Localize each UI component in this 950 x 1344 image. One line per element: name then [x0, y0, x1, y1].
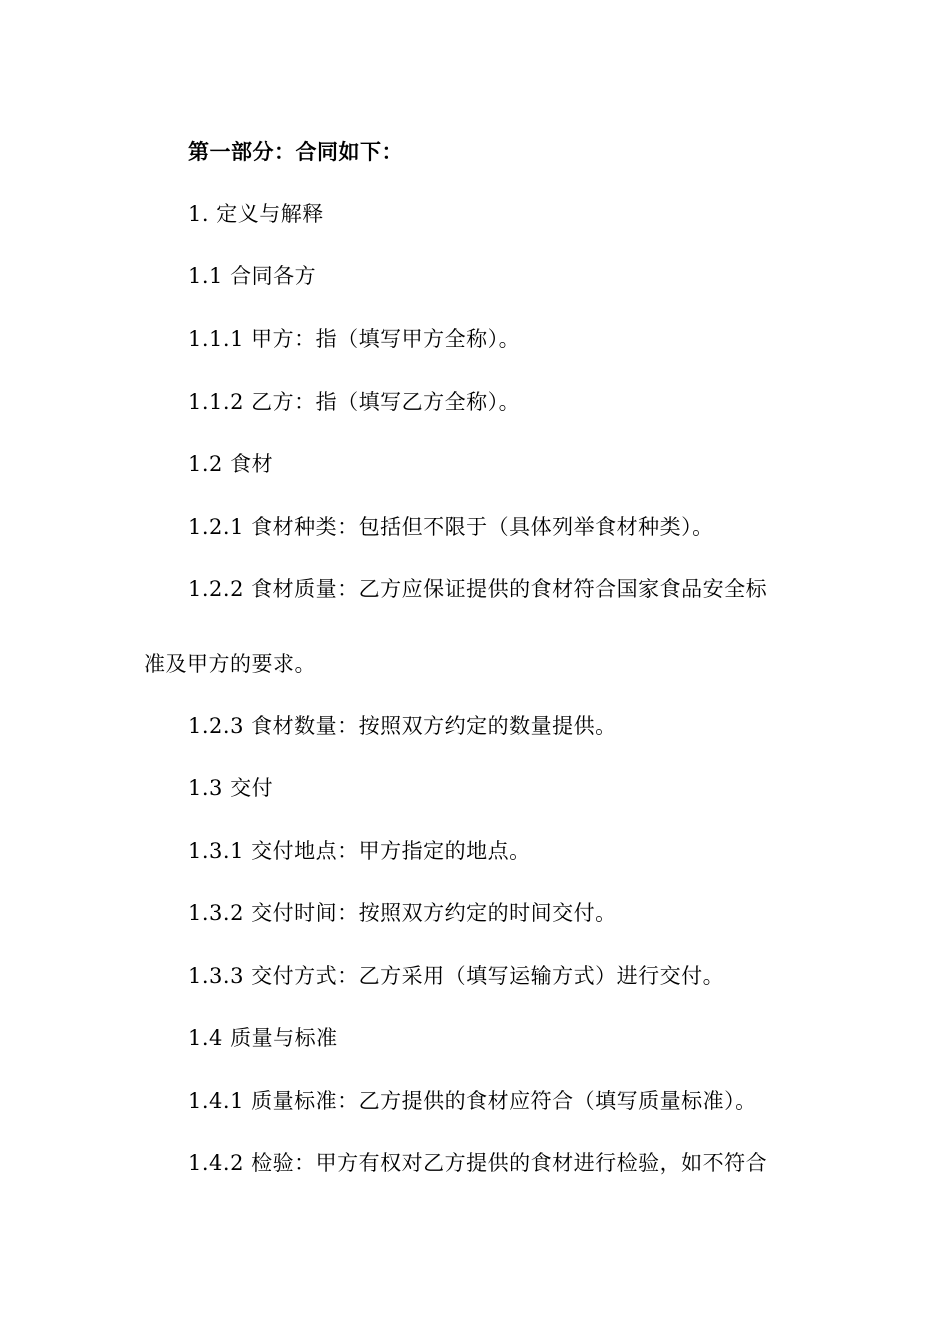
clause-line: 1.4.1 质量标准：乙方提供的食材应符合（填写质量标准）。: [188, 1089, 757, 1113]
clause-line: 1.4 质量与标准: [188, 1026, 338, 1050]
clause-line: 1.2.2 食材质量：乙方应保证提供的食材符合国家食品安全标: [188, 577, 768, 601]
clause-line: 1.2.3 食材数量：按照双方约定的数量提供。: [188, 714, 617, 738]
clause-line-continuation: 准及甲方的要求。: [144, 652, 316, 676]
clause-line: 1.4.2 检验：甲方有权对乙方提供的食材进行检验，如不符合: [188, 1151, 768, 1175]
clause-line: 1. 定义与解释: [188, 202, 324, 226]
clause-line: 1.2.1 食材种类：包括但不限于（具体列举食材种类）。: [188, 515, 714, 539]
clause-line: 1.3.3 交付方式：乙方采用（填写运输方式）进行交付。: [188, 964, 725, 988]
clause-line: 1.3 交付: [188, 776, 274, 800]
clause-line: 1.1.1 甲方：指（填写甲方全称）。: [188, 327, 521, 351]
clause-line: 1.1 合同各方: [188, 264, 317, 288]
clause-line: 1.1.2 乙方：指（填写乙方全称）。: [188, 390, 521, 414]
clause-line: 1.3.2 交付时间：按照双方约定的时间交付。: [188, 901, 617, 925]
section-heading: 第一部分：合同如下：: [188, 140, 403, 164]
clause-line: 1.3.1 交付地点：甲方指定的地点。: [188, 839, 531, 863]
clause-line: 1.2 食材: [188, 452, 274, 476]
